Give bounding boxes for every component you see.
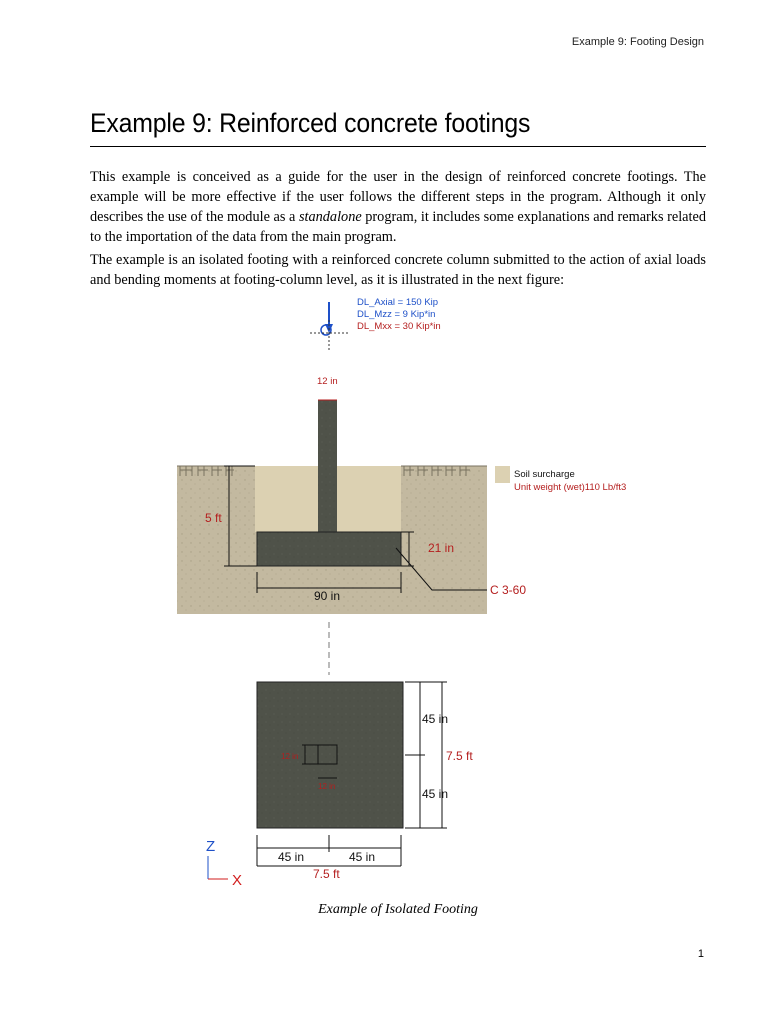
plan-col-z-label: 12 in (318, 782, 336, 791)
figure-caption: Example of Isolated Footing (318, 902, 478, 917)
footing-plan (257, 682, 403, 828)
title-rule (90, 146, 706, 147)
page-number: 1 (697, 948, 704, 960)
legend-swatch (495, 466, 510, 483)
plan-total-vertical: 7.5 ft (446, 749, 473, 763)
column-elevation (318, 400, 337, 532)
footing-thickness-label: 21 in (428, 541, 455, 555)
column-width-label: 12 in (317, 376, 338, 387)
plan-half-1-vertical: 45 in (422, 712, 449, 726)
axis-indicator (208, 856, 228, 879)
footing-elevation (257, 532, 401, 566)
intro-text-2: program, it includes some explanations and remarks related to the importation of the data from the main program. (90, 209, 706, 245)
plan-half-2-vertical: 45 in (422, 787, 449, 801)
footing-drawing (0, 290, 768, 900)
plan-col-x-label: 12 in (281, 752, 299, 761)
page-title: Example 9: Reinforced concrete footings (90, 108, 531, 138)
plan-total-horizontal: 7.5 ft (313, 867, 340, 881)
load-axial: DL_Axial = 150 Kip (357, 297, 439, 308)
intro-paragraph (90, 167, 706, 247)
plan-half-1-horizontal: 45 in (278, 850, 305, 864)
load-symbol (310, 302, 350, 352)
legend-unit-weight: Unit weight (wet)110 Lb/ft3 (514, 482, 627, 493)
load-mxx: DL_Mxx = 30 Kip*in (357, 321, 441, 332)
material-label: C 3-60 (490, 583, 527, 597)
intro-emphasis: standalone (298, 209, 362, 225)
description-paragraph: The example is an isolated footing with a reinforced concrete column submitted to the action of axial loads and bending moments at footing-column level, as it is illustrated in the next figure: (90, 252, 706, 288)
plan-half-2-horizontal: 45 in (349, 850, 376, 864)
load-mzz: DL_Mzz = 9 Kip*in (357, 309, 436, 320)
axis-z-label: Z (206, 838, 216, 855)
running-header: Example 9: Footing Design (571, 36, 704, 48)
footing-width-label: 90 in (314, 589, 341, 603)
axis-x-label: X (232, 872, 243, 889)
footing-figure (0, 290, 768, 900)
soil-depth-label: 5 ft (205, 511, 222, 525)
legend-name: Soil surcharge (514, 469, 575, 480)
intro-text-1: This example is conceived as a guide for the user in the design of reinforced concrete footings. The example will be more effective if the user follows the different steps in the program. Although it only describes the use of the module as a (90, 169, 706, 225)
